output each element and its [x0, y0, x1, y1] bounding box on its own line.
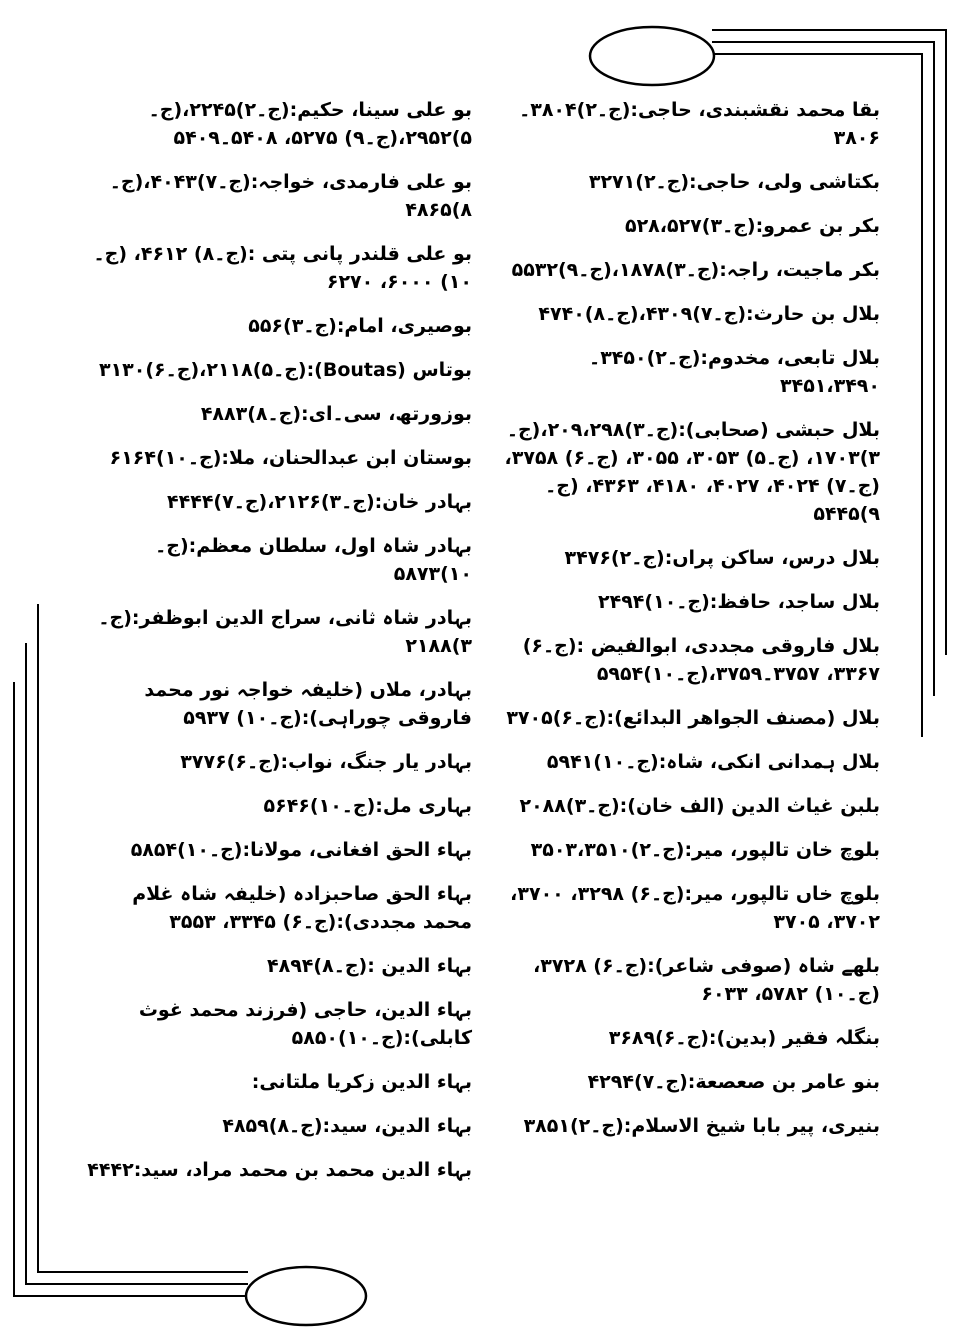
- index-entry: بہاء الحق صاحبزادہ (خلیفہ شاہ غلام محمد مجددی):(ج۔۶) ۳۳۴۵، ۳۵۵۳: [132, 883, 472, 933]
- index-entry: بہاء الدین، حاجی (فرزند محمد غوث کابلی):(ج۔۱۰)۵۸۵۰: [138, 999, 472, 1049]
- index-entry: بو علی فارمدی، خواجہ:(ج۔۷)۴۰۴۳،(ج۔۸)۴۸۶۵: [109, 171, 472, 221]
- index-entry: بلال ساجد، حافظ:(ج۔۱۰)۲۴۹۴: [598, 591, 880, 613]
- index-entry: بہاری مل:(ج۔۱۰)۵۶۴۶: [263, 795, 472, 817]
- index-column-left: [80, 96, 472, 1200]
- index-entry: بہادر شاہ ثانی، سراج الدین ابوظفر:(ج۔۳)۲۱۸۸: [98, 607, 472, 657]
- index-entry: بہادر، ملاں (خلیفہ خواجہ نور محمد فاروقی چوراہی):(ج۔۱۰) ۵۹۳۷: [144, 679, 472, 729]
- index-entry: بوستان ابن عبدالحنان، ملا:(ج۔۱۰)۶۱۶۴: [109, 447, 472, 469]
- index-entry: بہاء الدین، سید:(ج۔۸)۴۸۵۹: [222, 1115, 472, 1137]
- index-entry: بلوچ خان تالپور، میر:(ج۔۲)۳۵۰۳،۳۵۱۰: [530, 839, 880, 861]
- index-entry: بکر بن عمرو:(ج۔۳)۵۲۸،۵۲۷: [624, 215, 880, 237]
- index-entry: بقا محمد نقشبندی، حاجی:(ج۔۲)۳۸۰۴۔۳۸۰۶: [519, 99, 880, 149]
- index-entry: بو علی سینا، حکیم:(ج۔۲)۲۲۴۵،(ج۔۵)۲۹۵۲،(ج۔۹) ۵۲۷۵، ۵۴۰۸۔۵۴۰۹: [148, 99, 472, 149]
- index-entry: بلال بن حارث:(ج۔۷)۴۳۰۹،(ج۔۸)۴۷۴۰: [538, 303, 880, 325]
- index-entry: بلال حبشی (صحابی):(ج۔۳)۲۰۹،۲۹۸،(ج۔۳)۱۷۰۳، (ج۔۵) ۳۰۵۳، ۳۰۵۵، (ج۔۶) ۳۷۵۸، (ج۔۷) ۴۰۲۴، ۴۰۲۷، ۴۱۸۰، ۴۳۶۳، (ج۔۹)۵۴۴۵: [504, 419, 880, 525]
- index-entry: بہاء الحق افغانی، مولانا:(ج۔۱۰)۵۸۵۴: [130, 839, 472, 861]
- index-entry: بکر ماجیت، راجہ:(ج۔۳)۱۸۷۸،(ج۔۹)۵۵۳۲: [511, 259, 880, 281]
- index-column-right: [498, 96, 880, 1156]
- index-entry: بنگلہ فقیر (بدین):(ج۔۶)۳۶۸۹: [608, 1027, 880, 1049]
- index-entry: بلھے شاہ (صوفی شاعر):(ج۔۶) ۳۷۲۸، (ج۔۱۰) ۵۷۸۲، ۶۰۳۳: [533, 955, 880, 1005]
- index-entry: بہادر یار جنگ، نواب:(ج۔۶)۳۷۷۶: [180, 751, 472, 773]
- index-entry: بنو عامر بن صعصعة:(ج۔۷)۴۲۹۴: [587, 1071, 880, 1093]
- index-entry: بو علی قلندر پانی پتی :(ج۔۸) ۴۶۱۲، (ج۔۱۰) ۶۰۰۰، ۶۲۷۰: [93, 243, 472, 293]
- index-entry: بلال (مصنف الجواهر البدائع):(ج۔۶)۳۷۰۵: [506, 707, 880, 729]
- index-entry: بہادر خان:(ج۔۳)۲۱۲۶،(ج۔۷)۴۴۴۴: [167, 491, 472, 513]
- top-ornament-oval: [590, 27, 714, 85]
- index-entry: بہادر شاہ اول، سلطان معظم:(ج۔۱۰)۵۸۷۳: [155, 535, 472, 585]
- index-entry: بلال ہمدانی انکی، شاہ:(ج۔۱۰)۵۹۴۱: [546, 751, 880, 773]
- index-entry: بہاء الدین :(ج۔۸)۴۸۹۴: [267, 955, 472, 977]
- index-entry: بنیری، پیر بابا شیخ الاسلام:(ج۔۲)۳۸۵۱: [523, 1115, 880, 1137]
- bottom-ornament-oval: [246, 1267, 366, 1325]
- index-entry: بہاء الدین زکریا ملتانی:: [251, 1071, 472, 1093]
- index-entry: بہاء الدین محمد بن محمد مراد، سید:۴۴۴۲: [87, 1159, 472, 1181]
- index-entry: بلال درس، ساکن پراں:(ج۔۲)۳۴۷۶: [564, 547, 880, 569]
- index-entry: بوتاس (Boutas):(ج۔۵)۲۱۱۸،(ج۔۶)۳۱۳۰: [98, 359, 472, 381]
- index-entry: بکتاشی ولی، حاجی:(ج۔۲)۳۲۷۱: [588, 171, 880, 193]
- index-entry: بلوچ خاں تالپور، میر:(ج۔۶) ۳۲۹۸، ۳۷۰۰، ۳۷۰۲، ۳۷۰۵: [510, 883, 880, 933]
- index-entry: بوصیری، امام:(ج۔۳)۵۵۶: [248, 315, 472, 337]
- index-entry: بلبن غیاث الدین (الف خان):(ج۔۳)۲۰۸۸: [519, 795, 880, 817]
- index-entry: بلال تابعی، مخدوم:(ج۔۲)۳۴۵۰۔۳۴۵۱،۳۴۹۰: [589, 347, 880, 397]
- index-entry: بلال فاروقی مجددی، ابوالفیض :(ج۔۶) ۳۳۶۷، ۳۷۵۷۔۳۷۵۹،(ج۔۱۰)۵۹۵۴: [522, 635, 880, 685]
- index-entry: بوزورتھ، سی۔ای:(ج۔۸)۴۸۸۳: [200, 403, 472, 425]
